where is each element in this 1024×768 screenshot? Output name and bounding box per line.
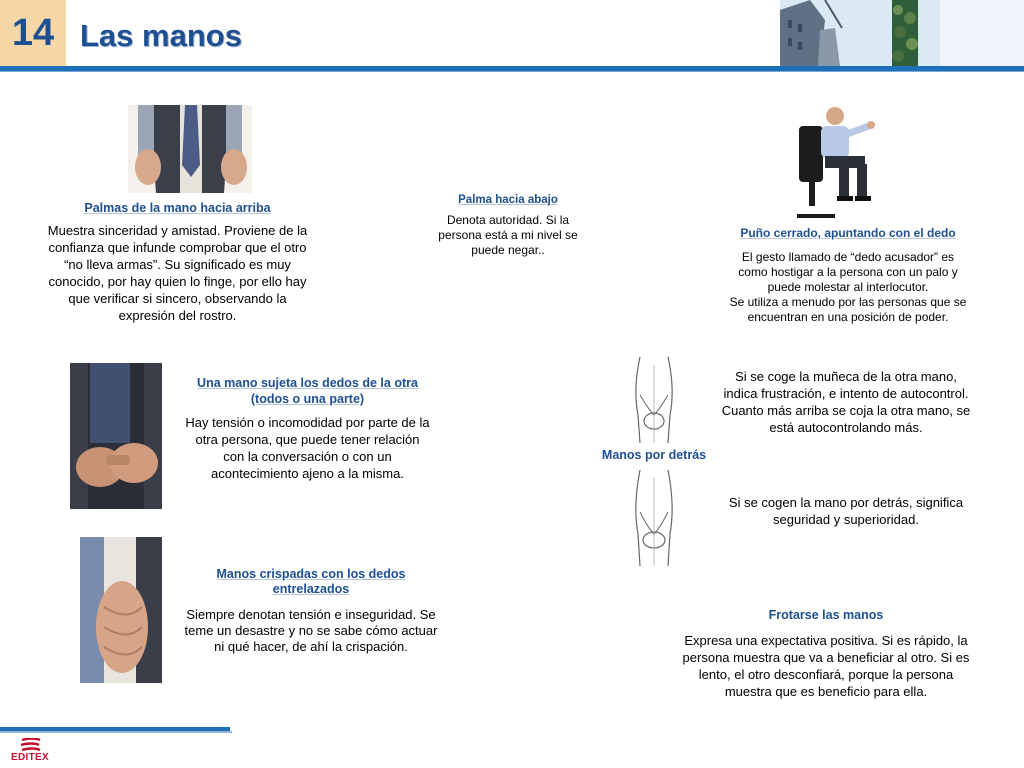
palms-up-illustration bbox=[128, 105, 252, 193]
puno-cerrado-heading: Puño cerrado, apuntando con el dedo bbox=[740, 226, 956, 240]
mano-sujeta-heading: Una mano sujeta los dedos de la otra (todos o una parte) bbox=[197, 376, 418, 406]
puno-cerrado-block bbox=[728, 226, 968, 325]
palma-abajo-block bbox=[428, 193, 588, 258]
manos-detras-text-2-block bbox=[728, 494, 964, 528]
mano-sujeta-body: Hay tensión o incomodidad por parte de la otra persona, que puede tener relación con la conversación o con un acontecimiento ajeno a la misma. bbox=[185, 415, 430, 481]
manos-detras-heading: Manos por detrás bbox=[601, 448, 707, 462]
clasped-hands-photo bbox=[80, 537, 162, 683]
frotarse-heading: Frotarse las manos bbox=[768, 608, 884, 622]
wrist-behind-sketch bbox=[626, 355, 682, 445]
header-rule-thin bbox=[0, 71, 1024, 72]
hand-behind-sketch bbox=[626, 468, 682, 568]
puno-cerrado-body-2: Se utiliza a menudo por las personas que se encuentran en una posición de poder. bbox=[729, 295, 967, 324]
page-title: Las manos bbox=[80, 18, 242, 53]
editex-logo-text: EDITEX bbox=[11, 752, 49, 763]
manos-crispadas-block bbox=[183, 567, 439, 655]
puno-cerrado-body-1: El gesto llamado de “dedo acusador” es como hostigar a la persona con un palo y puede molestar al interlocutor. bbox=[738, 250, 958, 294]
editex-logo-icon bbox=[18, 738, 42, 752]
palmas-arriba-body: Muestra sinceridad y amistad. Proviene de la confianza que infunde comprobar que el otro “no lleva armas”. Su significado es muy conocido, por hay quien lo finge, por ello hay que verificar si sincero, observando la expresión del rostro. bbox=[47, 223, 308, 323]
manos-crispadas-body: Siempre denotan tensión e inseguridad. Se teme un desastre y no se sabe cómo actuar ni qué hacer, de ahí la crispación. bbox=[184, 607, 438, 654]
chapter-badge bbox=[0, 0, 66, 66]
hand-holding-fingers-photo bbox=[70, 363, 162, 509]
hand-holding-fingers-illustration bbox=[70, 363, 162, 509]
pointing-man-illustration bbox=[795, 100, 880, 220]
palmas-arriba-block bbox=[40, 201, 315, 324]
manos-detras-text-1-block bbox=[718, 368, 974, 436]
header-photo bbox=[780, 0, 1024, 66]
chapter-number: 14 bbox=[11, 11, 55, 54]
page-header bbox=[0, 0, 1024, 68]
footer-rule-thin bbox=[0, 731, 232, 733]
manos-detras-body-1: Si se coge la muñeca de la otra mano, indica frustración, e intento de autocontrol. Cuanto más arriba se coja la otra mano, se está autocontrolando más. bbox=[721, 369, 971, 435]
hand-behind-illustration bbox=[626, 468, 682, 568]
frotarse-block bbox=[676, 608, 976, 700]
frotarse-body: Expresa una expectativa positiva. Si es rápido, la persona muestra que va a beneficiar al otro. Si es lento, el otro desconfiará, porque la persona muestra que es beneficio para ella. bbox=[682, 633, 970, 699]
pointing-man-photo bbox=[795, 100, 880, 220]
editex-logo bbox=[5, 738, 55, 766]
building-tower-illustration bbox=[780, 0, 1024, 66]
manos-detras-body-2: Si se cogen la mano por detrás, significa seguridad y superioridad. bbox=[728, 495, 964, 527]
manos-detras-block bbox=[594, 448, 714, 463]
palma-abajo-heading: Palma hacia abajo bbox=[458, 194, 558, 206]
clasped-hands-illustration bbox=[80, 537, 162, 683]
manos-crispadas-heading: Manos crispadas con los dedos entrelazados bbox=[216, 567, 406, 596]
palms-up-photo bbox=[128, 105, 252, 193]
palma-abajo-body: Denota autoridad. Si la persona está a mi nivel se puede negar.. bbox=[438, 213, 578, 257]
mano-sujeta-block bbox=[185, 375, 430, 482]
palmas-arriba-heading: Palmas de la mano hacia arriba bbox=[84, 201, 271, 215]
wrist-behind-illustration bbox=[626, 355, 682, 445]
